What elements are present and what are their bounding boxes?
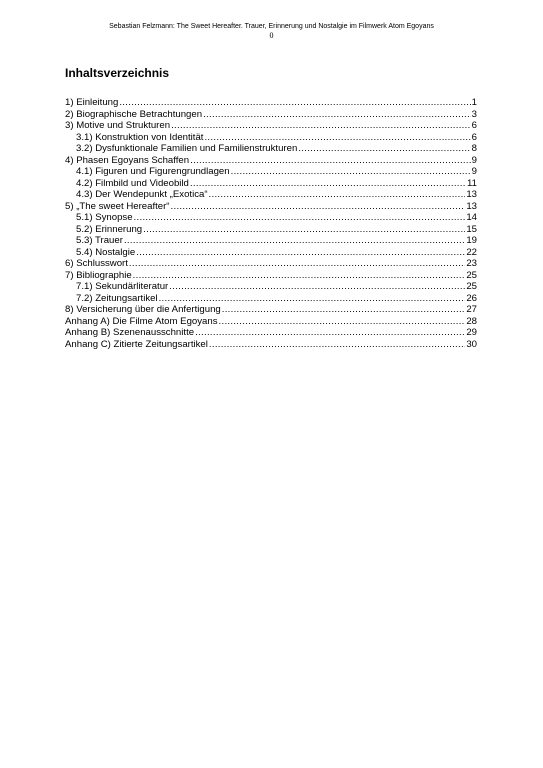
toc-dot-leader: [129, 258, 465, 270]
toc-entry[interactable]: [65, 270, 477, 282]
toc-entry-title: 7) Bibliographie: [65, 269, 132, 281]
toc-dot-leader: [222, 304, 466, 316]
toc-entry[interactable]: [65, 143, 477, 155]
toc-entry-title: 3.1) Konstruktion von Identität: [76, 131, 204, 143]
toc-entry[interactable]: [65, 178, 477, 190]
toc-dot-leader: [219, 316, 466, 328]
toc-entry-page: 13: [466, 200, 477, 212]
toc-entry[interactable]: [65, 224, 477, 236]
toc-entry[interactable]: [65, 109, 477, 121]
toc-entry-page: 28: [466, 315, 477, 327]
toc-entry[interactable]: [65, 258, 477, 270]
toc-entry[interactable]: [65, 97, 477, 109]
toc-entry[interactable]: [65, 316, 477, 328]
toc-dot-leader: [136, 247, 465, 259]
toc-entry[interactable]: [65, 155, 477, 167]
toc-dot-leader: [209, 189, 466, 201]
toc-entry-page: 6: [471, 131, 477, 143]
toc-entry-page: 11: [467, 177, 477, 189]
toc-dot-leader: [143, 224, 465, 236]
toc-dot-leader: [209, 339, 465, 351]
toc-dot-leader: [133, 270, 466, 282]
toc-entry-title: 5.4) Nostalgie: [76, 246, 136, 258]
toc-entry-page: 23: [466, 258, 477, 269]
toc-entry-title: 8) Versicherung über die Anfertigung: [65, 304, 221, 315]
toc-entry-page: 9: [471, 166, 477, 177]
toc-entry-title: 1) Einleitung: [65, 97, 119, 108]
table-of-contents: [65, 97, 477, 350]
toc-entry-page: 6: [471, 120, 477, 131]
toc-entry-page: 8: [471, 143, 477, 154]
toc-entry-title: Anhang A) Die Filme Atom Egoyans: [65, 315, 218, 327]
toc-entry-page: 19: [466, 235, 477, 246]
toc-entry[interactable]: [65, 339, 477, 351]
toc-dot-leader: [190, 155, 471, 167]
toc-entry[interactable]: [65, 189, 477, 201]
toc-entry-title: 3.2) Dysfunktionale Familien und Familienstrukturen: [76, 143, 298, 154]
page-number: 0: [269, 31, 274, 40]
toc-entry-title: 5.1) Synopse: [76, 212, 133, 223]
toc-entry-title: 4.1) Figuren und Figurengrundlagen: [76, 166, 230, 177]
toc-entry[interactable]: [65, 304, 477, 316]
toc-dot-leader: [171, 120, 471, 132]
toc-entry[interactable]: [65, 201, 477, 213]
toc-entry-title: 5.3) Trauer: [76, 235, 123, 246]
toc-entry-title: 6) Schlusswort: [65, 258, 128, 269]
toc-entry-page: 14: [466, 212, 477, 223]
toc-entry[interactable]: [65, 281, 477, 293]
toc-entry-title: Anhang B) Szenenausschnitte: [65, 327, 195, 338]
toc-entry-page: 22: [466, 246, 477, 258]
toc-dot-leader: [204, 132, 470, 144]
toc-entry-page: 15: [466, 223, 477, 235]
toc-entry-title: 4.2) Filmbild und Videobild: [76, 177, 189, 189]
toc-entry-title: 7.2) Zeitungsartikel: [76, 292, 158, 304]
toc-entry[interactable]: [65, 132, 477, 144]
toc-entry-title: 4) Phasen Egoyans Schaffen: [65, 154, 190, 166]
toc-dot-leader: [159, 293, 466, 305]
toc-entry-page: 25: [466, 269, 477, 281]
toc-dot-leader: [134, 212, 466, 224]
toc-entry-page: 1: [471, 97, 477, 108]
toc-entry-page: 25: [466, 281, 477, 292]
toc-entry-page: 29: [466, 327, 477, 338]
toc-entry-title: 4.3) Der Wendepunkt „Exotica“: [76, 189, 208, 200]
toc-entry-title: 7.1) Sekundärliteratur: [76, 281, 169, 292]
toc-entry[interactable]: [65, 212, 477, 224]
running-header: Sebastian Felzmann: The Sweet Hereafter. Trauer, Erinnerung und Nostalgie im Filmwerk Atom Egoyans: [109, 23, 434, 30]
toc-entry-page: 9: [471, 154, 477, 166]
toc-dot-leader: [190, 178, 466, 190]
toc-entry[interactable]: [65, 293, 477, 305]
toc-entry[interactable]: [65, 166, 477, 178]
toc-dot-leader: [298, 143, 470, 155]
toc-dot-leader: [169, 281, 465, 293]
toc-entry-page: 13: [466, 189, 477, 200]
toc-dot-leader: [119, 97, 470, 109]
toc-entry-page: 30: [466, 338, 477, 350]
toc-entry-page: 27: [466, 304, 477, 315]
toc-dot-leader: [195, 327, 465, 339]
toc-entry-title: 2) Biographische Betrachtungen: [65, 108, 203, 120]
toc-heading: Inhaltsverzeichnis: [65, 66, 170, 80]
toc-dot-leader: [171, 201, 466, 213]
toc-entry[interactable]: [65, 235, 477, 247]
toc-entry-page: 26: [466, 292, 477, 304]
toc-entry-page: 3: [471, 108, 477, 120]
toc-entry[interactable]: [65, 247, 477, 259]
toc-dot-leader: [203, 109, 471, 121]
toc-entry[interactable]: [65, 327, 477, 339]
toc-entry-title: 3) Motive und Strukturen: [65, 120, 171, 131]
toc-dot-leader: [231, 166, 471, 178]
toc-entry-title: 5) „The sweet Hereafter“: [65, 200, 170, 212]
toc-entry-title: Anhang C) Zitierte Zeitungsartikel: [65, 338, 208, 350]
toc-entry[interactable]: [65, 120, 477, 132]
toc-dot-leader: [124, 235, 465, 247]
toc-entry-title: 5.2) Erinnerung: [76, 223, 143, 235]
